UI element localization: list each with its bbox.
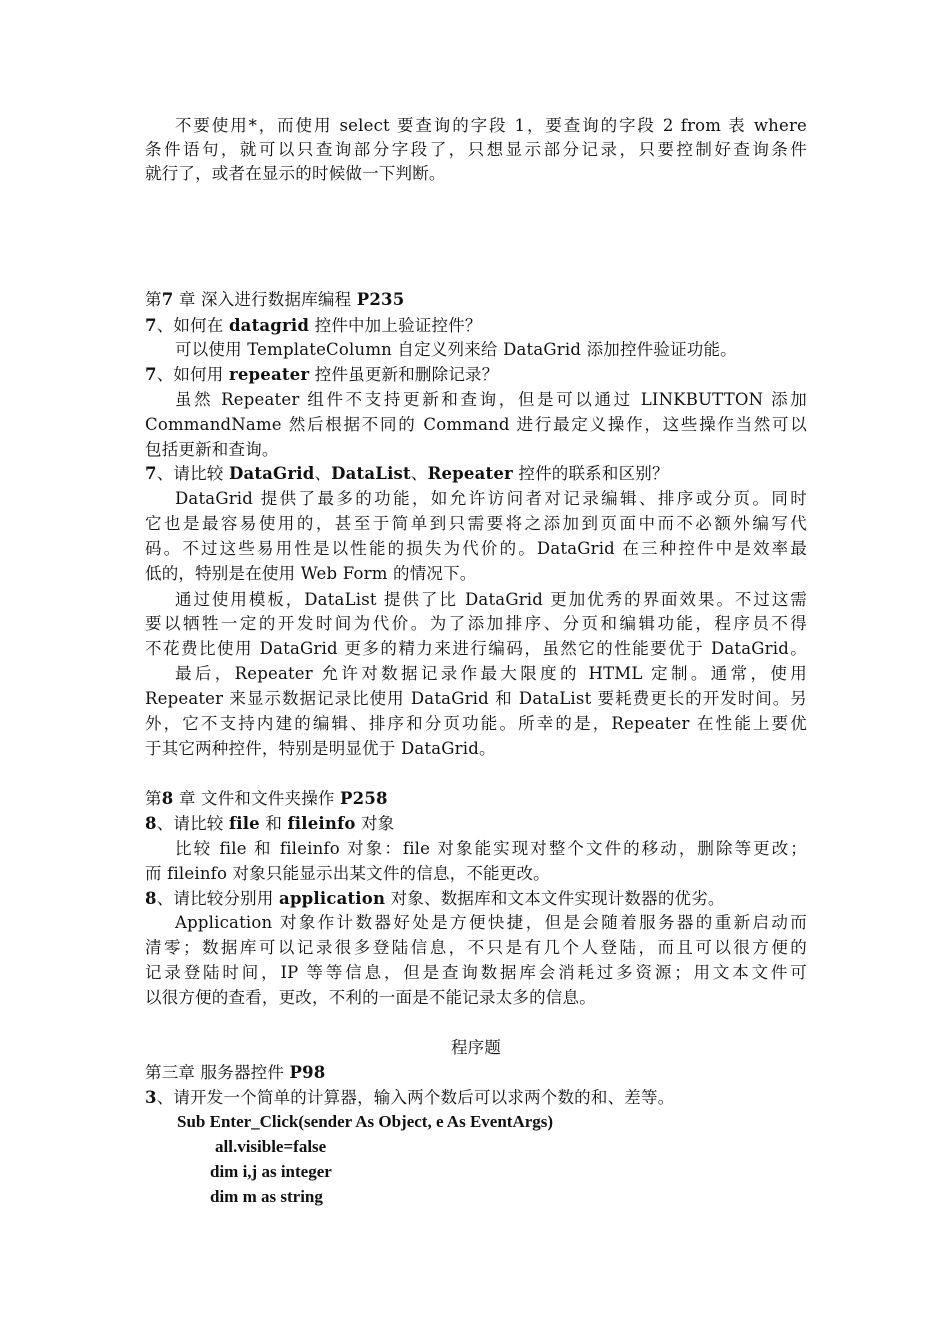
chapter-number: 8 [161, 789, 174, 808]
question-7-repeater [145, 363, 807, 387]
para-select-line-2: 条件语句，就可以只查询部分字段了，只想显示部分记录，只要控制好查询条件 [145, 140, 807, 159]
question-text: 、请比较 [156, 814, 229, 833]
answer-8-file-line-2: 而 fileinfo 对象只能显示出某文件的信息，不能更改。 [145, 864, 550, 883]
answer-7-datagrid: 可以使用 TemplateColumn 自定义列来给 DataGrid 添加控件验证功能。 [175, 340, 737, 359]
answer-7-compare-p2-line-3: 不花费比使用 DataGrid 更多的精力来进行编码，虽然它的性能要优于 DataGrid。 [145, 639, 807, 658]
question-number: 3 [145, 1088, 157, 1107]
question-7-compare [145, 462, 807, 486]
question-keyword: fileinfo [287, 814, 356, 833]
answer-7-compare-p3-line-2: Repeater 来显示数据记录比使用 DataGrid 和 DataList 要耗费更长的开发时间。另 [145, 689, 807, 708]
answer-7-repeater-line-3: 包括更新和查询。 [145, 440, 279, 459]
question-7-datagrid [145, 314, 807, 338]
answer-8-counter-line-1: Application 对象作计数器好处是方便快捷，但是会随着服务器的重新启动而 [175, 913, 807, 932]
chapter-8-heading [145, 787, 807, 811]
question-number: 7 [145, 316, 157, 335]
question-text: 控件虽更新和删除记录？ [309, 365, 499, 384]
question-text: 、请比较分别用 [156, 889, 280, 908]
question-text: 、如何用 [156, 365, 229, 384]
chapter-page: P258 [340, 789, 388, 808]
answer-7-compare-p1-line-3: 码。不过这些易用性是以性能的损失为代价的。DataGrid 在三种控件中是效率最 [145, 539, 807, 558]
code-line-1: Sub Enter_Click(sender As Object, e As EventArgs) [177, 1112, 554, 1131]
question-8-counter [145, 887, 807, 911]
question-keyword: repeater [228, 365, 310, 384]
chapter-number: 7 [161, 290, 174, 309]
question-8-file [145, 812, 807, 836]
question-keyword: datagrid [228, 316, 310, 335]
answer-7-compare-p3-line-1: 最后，Repeater 允许对数据记录作最大限度的 HTML 定制。通常，使用 [175, 664, 807, 683]
question-keyword: application [279, 889, 386, 908]
question-number: 8 [145, 814, 157, 833]
answer-8-counter-line-4: 以很方便的查看，更改，不利的一面是不能记录太多的信息。 [145, 988, 596, 1007]
question-number: 8 [145, 889, 157, 908]
chapter-prefix: 第 [145, 789, 162, 808]
question-text: 控件中加上验证控件？ [309, 316, 482, 335]
question-text: 、请比较 [156, 464, 229, 483]
answer-8-counter-line-2: 清零；数据库可以记录很多登陆信息，不只是有几个人登陆，而且可以很方便的 [145, 938, 807, 957]
code-line-2: all.visible=false [215, 1137, 327, 1156]
answer-7-compare-p2-line-1: 通过使用模板，DataList 提供了比 DataGrid 更加优秀的界面效果。不过这需 [175, 590, 807, 609]
question-text: 、如何在 [156, 316, 229, 335]
chapter-title: 章 文件和文件夹操作 [178, 789, 335, 808]
answer-7-compare-p1-line-2: 它也是最容易使用的，甚至于简单到只需要将之添加到页面中而不必额外编写代 [145, 514, 807, 533]
question-number: 7 [145, 464, 157, 483]
question-keyword: DataGrid [228, 464, 315, 483]
chapter-title: 章 深入进行数据库编程 [178, 290, 352, 309]
question-text: 、请开发一个简单的计算器，输入两个数后可以求两个数的和、差等。 [156, 1088, 675, 1107]
answer-7-repeater-line-1: 虽然 Repeater 组件不支持更新和查询，但是可以通过 LINKBUTTON 添加 [175, 390, 807, 409]
answer-7-compare-p2-line-2: 要以牺牲一定的开发时间为代价。为了添加排序、分页和编辑功能，程序员不得 [145, 614, 807, 633]
chapter-page: P98 [289, 1063, 326, 1082]
question-keyword: DataList [331, 464, 411, 483]
question-keyword: Repeater [427, 464, 513, 483]
question-text: 和 [259, 814, 288, 833]
para-select-line-1: 不要使用*，而使用 select 要查询的字段 1，要查询的字段 2 from 表 where [175, 116, 807, 135]
question-number: 7 [145, 365, 157, 384]
question-3-calculator [145, 1086, 807, 1110]
chapter-3-heading [145, 1061, 807, 1085]
chapter-title: 第三章 服务器控件 [145, 1063, 285, 1082]
answer-7-compare-p3-line-4: 于其它两种控件，特别是明显优于 DataGrid。 [145, 739, 496, 758]
answer-7-compare-p1-line-1: DataGrid 提供了最多的功能，如允许访问者对记录编辑、排序或分页。同时 [175, 489, 807, 508]
question-text: 对象、数据库和文本文件实现计数器的优劣。 [385, 889, 725, 908]
answer-8-file-line-1: 比较 file 和 fileinfo 对象：file 对象能实现对整个文件的移动，删除等更改； [175, 839, 807, 858]
chapter-page: P235 [356, 290, 405, 309]
para-select-line-3: 就行了，或者在显示的时候做一下判断。 [145, 164, 446, 183]
chapter-prefix: 第 [145, 290, 162, 309]
chapter-7-heading [145, 288, 807, 312]
question-text: 、 [410, 464, 428, 483]
question-keyword: file [228, 814, 260, 833]
question-text: 、 [314, 464, 332, 483]
question-text: 控件的联系和区别？ [512, 464, 669, 483]
section-title: 程序题 [450, 1038, 502, 1057]
answer-7-compare-p1-line-4: 低的，特别是在使用 Web Form 的情况下。 [145, 564, 477, 583]
answer-8-counter-line-3: 记录登陆时间，IP 等等信息，但是查询数据库会消耗过多资源；用文本文件可 [145, 963, 807, 982]
question-text: 对象 [355, 814, 395, 833]
code-line-3: dim i,j as integer [210, 1162, 332, 1181]
answer-7-repeater-line-2: CommandName 然后根据不同的 Command 进行最定义操作，这些操作当然可以 [145, 415, 807, 434]
answer-7-compare-p3-line-3: 外，它不支持内建的编辑、排序和分页功能。所幸的是，Repeater 在性能上要优 [145, 714, 807, 733]
code-line-4: dim m as string [210, 1187, 323, 1206]
